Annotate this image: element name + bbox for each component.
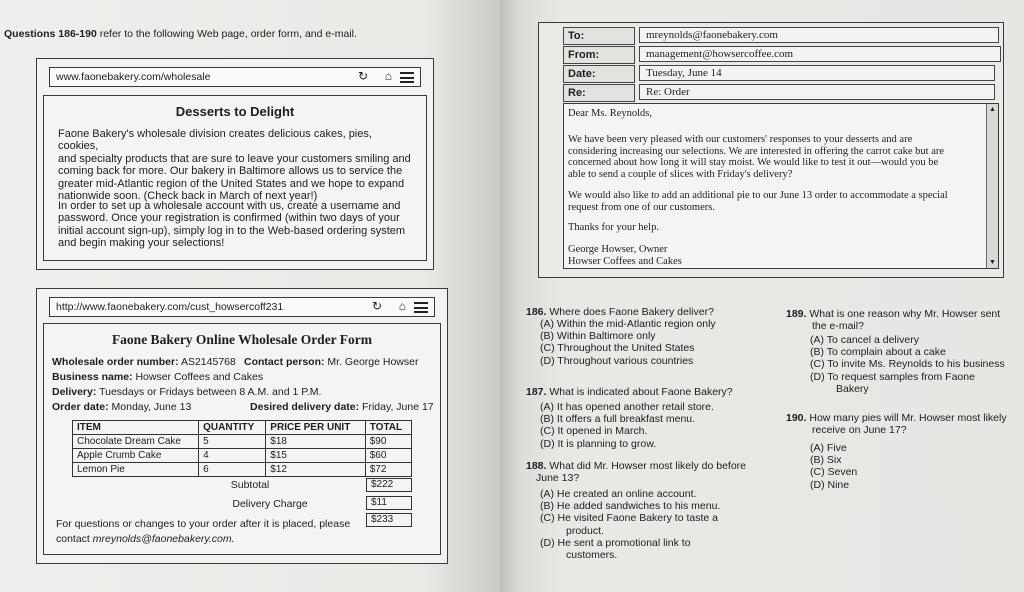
- text-line: greater mid-Atlantic region of the United States and we hope to expand: [58, 177, 405, 190]
- from-label: From:: [563, 46, 635, 64]
- delivery-value: Tuesdays or Fridays between 8 A.M. and 1 P.M.: [96, 386, 322, 398]
- table-cell: $60: [365, 449, 411, 463]
- question-187: [526, 386, 766, 450]
- grand-total-value: $233: [366, 513, 412, 527]
- column-header: PRICE PER UNIT: [266, 421, 365, 435]
- question-number: 187.: [526, 386, 547, 398]
- table-cell: Lemon Pie: [73, 463, 199, 477]
- text-line: Faone Bakery's wholesale division creates delicious cakes, pies, cookies,: [58, 128, 372, 153]
- order-date-value: Monday, June 13: [108, 401, 192, 413]
- question-number: 189.: [786, 308, 807, 320]
- menu-icon[interactable]: [400, 72, 414, 83]
- text-line: We would also like to add an additional pie to our June 13 order to accommodate a special: [568, 190, 948, 201]
- email-signature: [568, 244, 986, 267]
- answer-option[interactable]: (D) Throughout various countries: [540, 354, 694, 367]
- table-cell: Apple Crumb Cake: [73, 449, 199, 463]
- question-text: What is one reason why Mr. Howser sent: [809, 308, 1001, 320]
- subject-field[interactable]: Re: Order: [639, 84, 995, 100]
- scroll-up-icon[interactable]: ▲: [989, 106, 996, 113]
- order-items-table: [72, 420, 412, 477]
- contact-label: Contact person:: [244, 356, 325, 368]
- order-form: [43, 323, 441, 555]
- answer-option[interactable]: (B) To complain about a cake: [810, 346, 946, 359]
- text-line: In order to set up a wholesale account with us, create a username and: [58, 200, 401, 212]
- answer-option-continued: product.: [566, 524, 604, 537]
- greeting: Dear Ms. Reynolds,: [568, 108, 652, 119]
- order-form-webpage: [36, 288, 448, 564]
- text-line: and begin making your selections!: [58, 237, 225, 250]
- table-cell: $12: [266, 463, 365, 477]
- question-text: What is indicated about Faone Bakery?: [549, 386, 733, 398]
- table-cell: Chocolate Dream Cake: [73, 435, 199, 449]
- answer-option[interactable]: (C) Throughout the United States: [540, 342, 695, 355]
- subtotal-label: Subtotal: [230, 479, 270, 491]
- question-text: What did Mr. Howser most likely do before: [549, 460, 747, 472]
- page-content: [43, 95, 427, 261]
- question-text: Where does Faone Bakery deliver?: [549, 306, 714, 318]
- answer-option[interactable]: (A) Within the mid-Atlantic region only: [540, 318, 716, 330]
- footer-line-2: [56, 533, 235, 545]
- left-page: [0, 0, 500, 592]
- answer-option[interactable]: (B) Six: [810, 454, 842, 467]
- answer-option-continued: customers.: [566, 549, 618, 562]
- contact-line: [244, 356, 418, 368]
- date-field[interactable]: Tuesday, June 14: [639, 65, 995, 81]
- questions-header: [4, 28, 364, 40]
- questions-range: Questions 186-190: [4, 28, 97, 40]
- footer-email-link[interactable]: mreynolds@faonebakery.com.: [92, 533, 235, 545]
- form-title: Faone Bakery Online Wholesale Order Form: [111, 332, 373, 347]
- column-header: QUANTITY: [199, 421, 266, 435]
- delivery-charge-label: Delivery Charge: [232, 498, 308, 510]
- text-line: password. Once your registration is confirmed (within two days of your: [58, 212, 400, 225]
- table-cell: $18: [266, 435, 365, 449]
- answer-option[interactable]: (D) He sent a promotional link to: [540, 536, 691, 549]
- footer-line-1: For questions or changes to your order after it is placed, please: [56, 518, 351, 530]
- question-text-continued: receive on June 17?: [812, 424, 907, 436]
- question-text-continued: June 13?: [536, 472, 580, 484]
- delivery-charge-value: $11: [366, 496, 412, 510]
- answer-option[interactable]: (A) To cancel a delivery: [810, 334, 919, 346]
- from-field[interactable]: management@howsercoffee.com: [639, 46, 1001, 62]
- table-cell: 6: [199, 463, 266, 477]
- reload-icon[interactable]: ↻: [371, 299, 382, 313]
- email-paragraph-2: [568, 190, 986, 213]
- questions-intro: refer to the following Web page, order form, and e-mail.: [96, 28, 357, 40]
- table-header-row: [73, 421, 412, 435]
- url-bar[interactable]: [49, 297, 435, 317]
- order-date-line: [52, 401, 191, 413]
- text-line: concerned about how long it will stay moist. We would like to test it out—would you be: [568, 157, 939, 169]
- table-cell: $15: [266, 449, 365, 463]
- email-paragraph-1: [568, 134, 986, 180]
- answer-option[interactable]: (D) Nine: [810, 478, 850, 491]
- text-line: and specialty products that are sure to leave your customers smiling and: [58, 152, 411, 165]
- text-line: We have been very pleased with our customers' responses to your desserts and are: [568, 134, 913, 145]
- reload-icon[interactable]: ↻: [357, 69, 368, 83]
- answer-option[interactable]: (B) He added sandwiches to his menu.: [540, 500, 721, 513]
- delivery-line: [52, 386, 321, 398]
- question-number: 188.: [526, 460, 547, 472]
- email-thanks: Thanks for your help.: [568, 222, 659, 233]
- right-page: [500, 0, 1024, 592]
- question-text: How many pies will Mr. Howser most likely: [809, 412, 1007, 424]
- url-bar[interactable]: [49, 67, 421, 87]
- table-row: [73, 463, 412, 477]
- delivery-label: Delivery:: [52, 386, 97, 398]
- desired-date-line: [250, 401, 434, 413]
- subtotal-value: $222: [366, 478, 412, 492]
- question-stem: [786, 412, 1022, 424]
- wholesale-webpage: [36, 58, 434, 270]
- text-line: request from one of our customers.: [568, 201, 715, 213]
- date-label: Date:: [563, 65, 635, 83]
- home-icon[interactable]: ⌂: [384, 69, 392, 83]
- footer-contact-text: contact: [56, 533, 93, 545]
- answer-option[interactable]: (A) It has opened another retail store.: [540, 401, 714, 413]
- home-icon[interactable]: ⌂: [398, 299, 406, 313]
- email-window: [538, 22, 1004, 278]
- table-row: [73, 449, 412, 463]
- answer-option[interactable]: (D) It is planning to grow.: [540, 437, 657, 450]
- email-body: [563, 103, 999, 269]
- url-text: www.faonebakery.com/wholesale: [56, 71, 211, 83]
- scroll-down-icon[interactable]: ▼: [989, 259, 996, 266]
- answer-option[interactable]: (C) To invite Ms. Reynolds to his business: [810, 358, 1005, 371]
- to-field[interactable]: mreynolds@faonebakery.com: [639, 27, 999, 43]
- answer-option-continued: Bakery: [836, 382, 869, 395]
- desired-date-value: Friday, June 17: [359, 401, 434, 413]
- question-number: 186.: [526, 306, 547, 318]
- question-stem: [526, 460, 776, 472]
- scrollbar[interactable]: [986, 104, 998, 268]
- table-cell: 5: [199, 435, 266, 449]
- question-188: [526, 460, 776, 561]
- answer-option[interactable]: (A) Five: [810, 442, 847, 454]
- business-value: Howser Coffees and Cakes: [132, 371, 264, 383]
- business-label: Business name:: [52, 371, 133, 383]
- answer-option[interactable]: (B) Within Baltimore only: [540, 330, 656, 343]
- re-label: Re:: [563, 84, 635, 102]
- question-stem: [526, 386, 766, 398]
- order-number-label: Wholesale order number:: [52, 356, 179, 368]
- text-line: nationwide soon. (Check back in March of next year!): [58, 190, 318, 203]
- text-line: considering increasing our selections. We are interested in offering the carrot cake but are: [568, 145, 945, 157]
- desired-date-label: Desired delivery date:: [250, 401, 360, 413]
- answer-option[interactable]: (C) It opened in March.: [540, 425, 648, 438]
- url-text: http://www.faonebakery.com/cust_howsercoff231: [56, 301, 284, 313]
- question-189: [786, 308, 1022, 395]
- contact-value: Mr. George Howser: [324, 356, 419, 368]
- answer-option[interactable]: (C) Seven: [810, 466, 858, 479]
- menu-icon[interactable]: [414, 302, 428, 313]
- account-paragraph: [58, 200, 414, 250]
- signature-business: Howser Coffees and Cakes: [568, 255, 682, 267]
- question-186: [526, 306, 766, 367]
- text-line: coming back for more. Our bakery in Baltimore allows us to service the: [58, 165, 403, 178]
- text-line: able to send a couple of slices with Friday's delivery?: [568, 168, 793, 180]
- column-header: TOTAL: [365, 421, 411, 435]
- order-date-label: Order date:: [52, 401, 109, 413]
- question-text-continued: the e-mail?: [812, 320, 864, 332]
- question-stem: [786, 308, 1022, 320]
- signature-name: George Howser, Owner: [568, 244, 668, 255]
- table-cell: $90: [365, 435, 411, 449]
- to-label: To:: [563, 27, 635, 45]
- table-row: [73, 435, 412, 449]
- column-header: ITEM: [73, 421, 199, 435]
- answer-option[interactable]: (C) He visited Faone Bakery to taste a: [540, 512, 718, 525]
- page-title: Desserts to Delight: [175, 104, 295, 119]
- question-number: 190.: [786, 412, 807, 424]
- order-number-line: [52, 356, 236, 368]
- order-number-value: AS2145768: [178, 356, 236, 368]
- answer-option[interactable]: (A) He created an online account.: [540, 488, 697, 500]
- answer-option[interactable]: (D) To request samples from Faone: [810, 370, 975, 383]
- answer-option[interactable]: (B) It offers a full breakfast menu.: [540, 413, 696, 426]
- business-line: [52, 371, 263, 383]
- table-cell: $72: [365, 463, 411, 477]
- intro-paragraph: [58, 128, 414, 202]
- table-cell: 4: [199, 449, 266, 463]
- question-190: [786, 412, 1022, 491]
- question-stem: [526, 306, 766, 318]
- text-line: initial account sign-up), simply log in to the Web-based ordering system: [58, 224, 406, 237]
